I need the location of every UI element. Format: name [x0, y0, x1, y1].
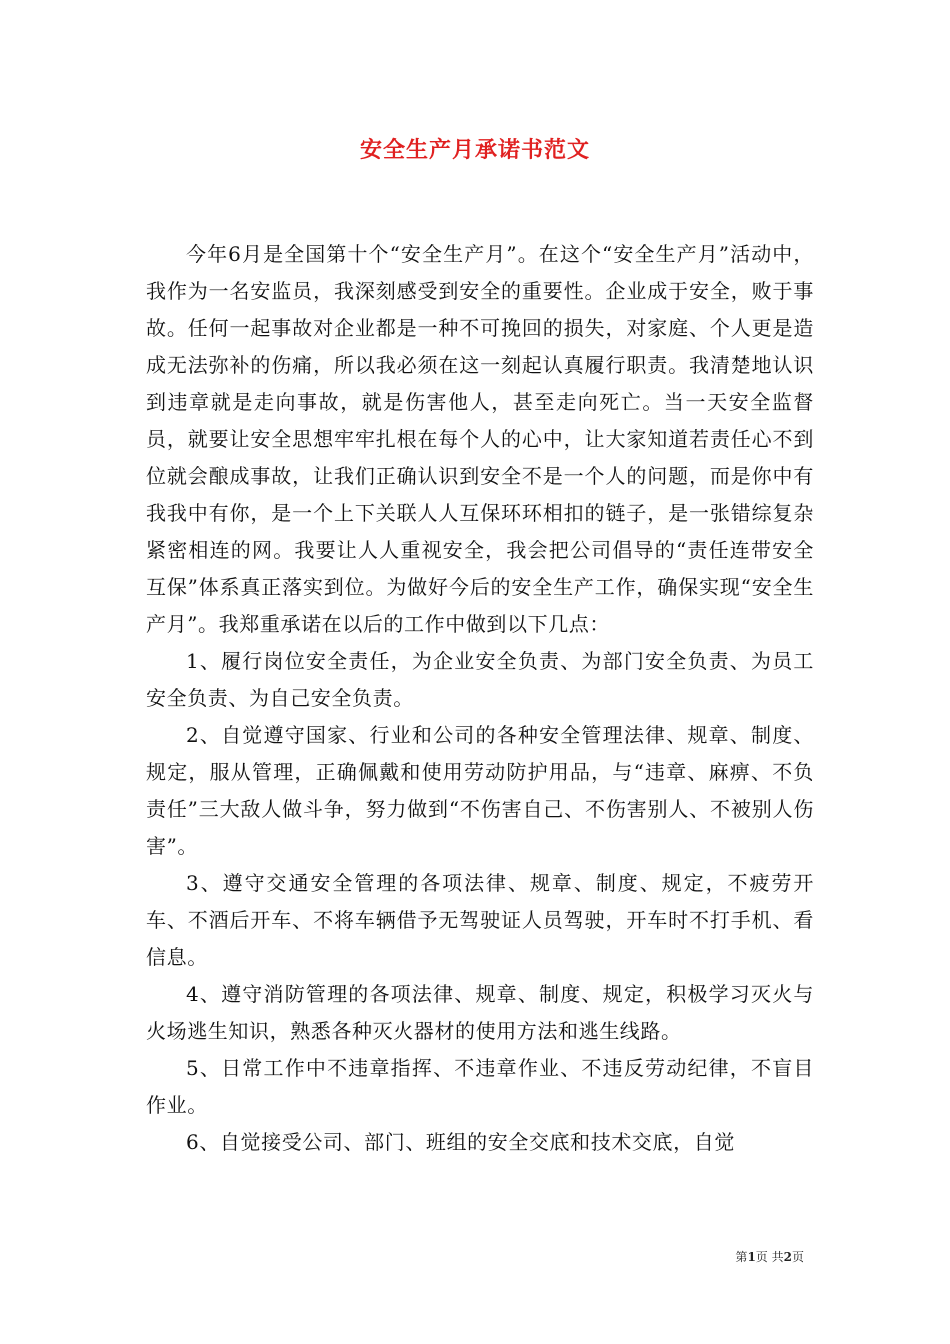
footer-suffix: 页	[791, 1250, 804, 1264]
intro-paragraph: 今年6月是全国第十个“安全生产月”。在这个“安全生产月”活动中，我作为一名安监员，我深刻感受到安全的重要性。企业成于安全，败于事故。任何一起事故对企业都是一种不可挽回的损失，对家庭、个人更是造成无法弥补的伤痛，所以我必须在这一刻起认真履行职责。我清楚地认识到违章就是走向事故，就是伤害他人，甚至走向死亡。当一天安全监督员，就要让安全思想牢牢扎根在每个人的心中，让大家知道若责任心不到位就会酿成事故，让我们正确认识到安全不是一个人的问题，而是你中有我我中有你，是一个上下关联人人互保环环相扣的链子，是一张错综复杂紧密相连的网。我要让人人重视安全，我会把公司倡导的“责任连带安全互保”体系真正落实到位。为做好今后的安全生产工作，确保实现“安全生产月”。我郑重承诺在以后的工作中做到以下几点：	[146, 242, 814, 636]
commitment-item-1: 1、履行岗位安全责任，为企业安全负责、为部门安全负责、为员工安全负责、为自己安全负责。	[146, 649, 814, 710]
footer-middle: 页 共	[755, 1250, 784, 1264]
commitment-item-6: 6、自觉接受公司、部门、班组的安全交底和技术交底，自觉	[186, 1130, 735, 1154]
commitment-item-4: 4、遵守消防管理的各项法律、规章、制度、规定，积极学习灭火与火场逃生知识，熟悉各种灭火器材的使用方法和逃生线路。	[146, 982, 814, 1043]
footer-prefix: 第	[735, 1250, 748, 1264]
commitment-item-2: 2、自觉遵守国家、行业和公司的各种安全管理法律、规章、制度、规定，服从管理，正确佩戴和使用劳动防护用品，与“违章、麻痹、不负责任”三大敌人做斗争，努力做到“不伤害自己、不伤害别人、不被别人伤害”。	[146, 723, 814, 858]
page-number-footer	[735, 1248, 804, 1265]
document-body	[146, 236, 814, 1161]
footer-current-page: 1	[747, 1250, 756, 1264]
commitment-item-3: 3、遵守交通安全管理的各项法律、规章、制度、规定，不疲劳开车、不酒后开车、不将车辆借予无驾驶证人员驾驶，开车时不打手机、看信息。	[146, 871, 814, 969]
document-title: 安全生产月承诺书范文	[359, 137, 590, 163]
commitment-item-5: 5、日常工作中不违章指挥、不违章作业、不违反劳动纪律，不盲目作业。	[146, 1056, 814, 1117]
footer-total-pages: 2	[783, 1250, 792, 1264]
